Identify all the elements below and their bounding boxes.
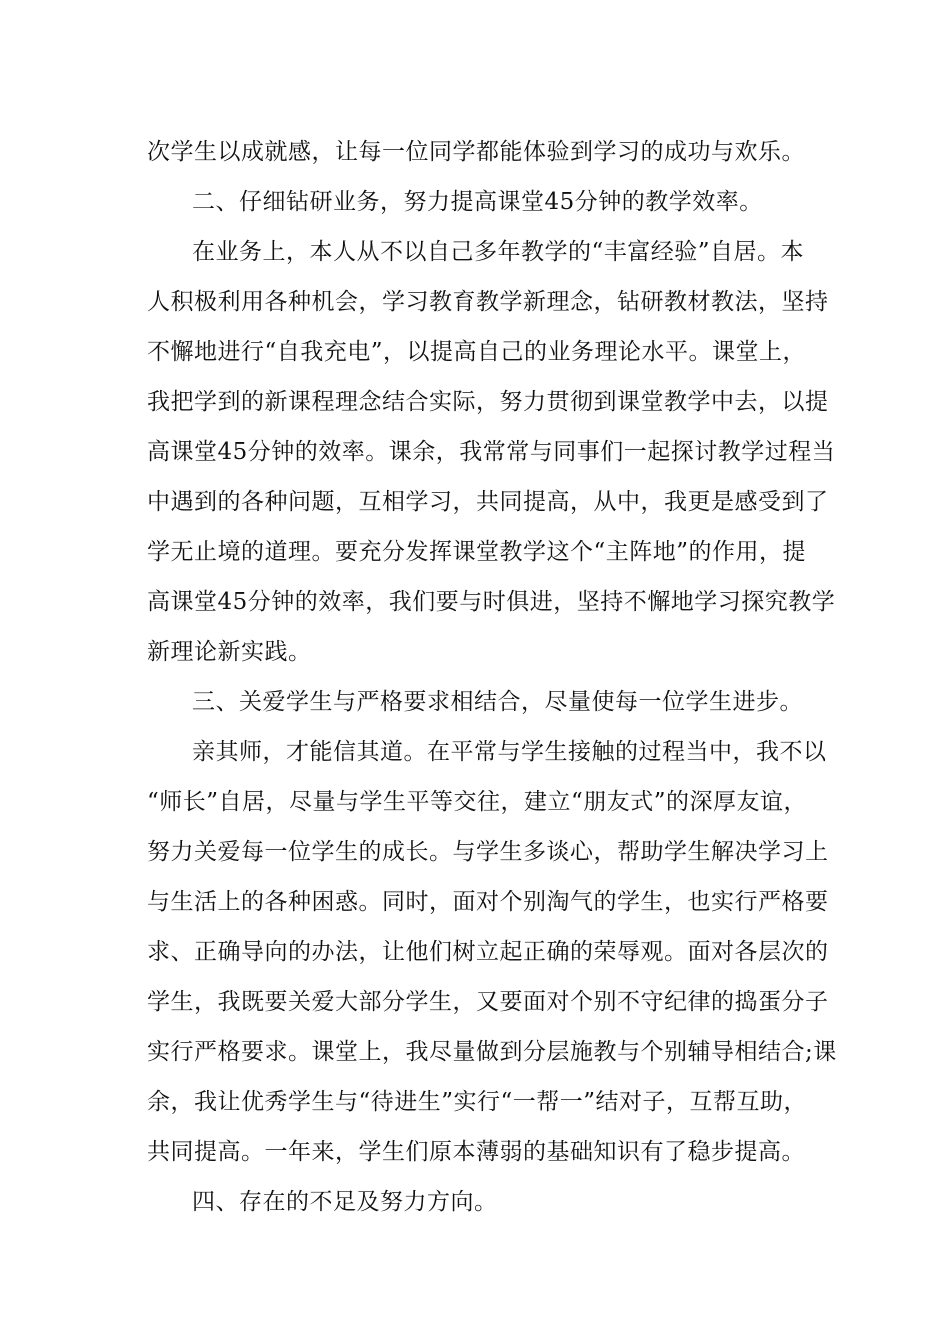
paragraph-line: 在业务上，本人从不以自己多年教学的“丰富经验”自居。本	[192, 239, 805, 265]
section-heading: 四、存在的不足及努力方向。	[192, 1189, 498, 1215]
paragraph-line: 与生活上的各种困惑。同时，面对个别淘气的学生，也实行严格要	[147, 889, 829, 915]
paragraph-line: 高课堂45分钟的效率，我们要与时俱进，坚持不懈地学习探究教学	[147, 589, 836, 615]
paragraph-line: 学生，我既要关爱大部分学生，又要面对个别不守纪律的捣蛋分子	[147, 989, 829, 1015]
paragraph-line: 我把学到的新课程理念结合实际，努力贯彻到课堂教学中去，以提	[147, 389, 829, 415]
paragraph-line: 亲其师，才能信其道。在平常与学生接触的过程当中，我不以	[192, 739, 827, 765]
paragraph-line: 求、正确导向的办法，让他们树立起正确的荣辱观。面对各层次的	[147, 939, 829, 965]
section-heading: 二、仔细钻研业务，努力提高课堂45分钟的教学效率。	[192, 189, 763, 215]
paragraph-line: 学无止境的道理。要充分发挥课堂教学这个“主阵地”的作用，提	[147, 539, 807, 565]
paragraph-line: 不懈地进行“自我充电”，以提高自己的业务理论水平。课堂上，	[147, 339, 807, 365]
section-heading: 三、关爱学生与严格要求相结合，尽量使每一位学生进步。	[192, 689, 803, 715]
paragraph-line: 努力关爱每一位学生的成长。与学生多谈心，帮助学生解决学习上	[147, 839, 829, 865]
paragraph-line: 新理论新实践。	[147, 639, 312, 665]
paragraph-line: “师长”自居，尽量与学生平等交往，建立“朋友式”的深厚友谊，	[147, 789, 808, 815]
paragraph-line: 余，我让优秀学生与“待进生”实行“一帮一”结对子，互帮互助，	[147, 1089, 808, 1115]
paragraph-line: 高课堂45分钟的效率。课余，我常常与同事们一起探讨教学过程当	[147, 439, 836, 465]
paragraph-line: 次学生以成就感，让每一位同学都能体验到学习的成功与欢乐。	[147, 139, 805, 165]
paragraph-line: 人积极利用各种机会，学习教育教学新理念，钻研教材教法，坚持	[147, 289, 829, 315]
paragraph-line: 共同提高。一年来，学生们原本薄弱的基础知识有了稳步提高。	[147, 1139, 805, 1165]
paragraph-line: 实行严格要求。课堂上，我尽量做到分层施教与个别辅导相结合;课	[147, 1039, 837, 1065]
paragraph-line: 中遇到的各种问题，互相学习，共同提高，从中，我更是感受到了	[147, 489, 829, 515]
